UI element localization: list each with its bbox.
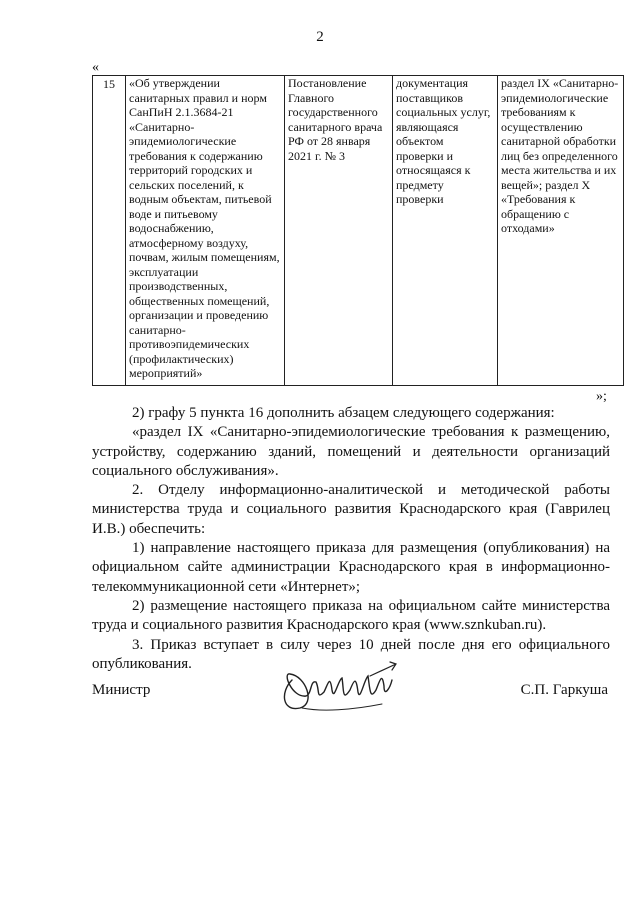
paragraph: 1) направление настоящего приказа для размещения (опубликования) на официальном сайте администрации Краснодарского края в информационно-телекоммуникационной сети «Интернет»; — [92, 540, 610, 595]
page-number: 2 — [316, 29, 324, 45]
table-row — [93, 76, 624, 386]
table-cell-number: 15 — [93, 76, 126, 386]
handwritten-signature — [272, 650, 402, 720]
table-cell-act-details: Постановление Главного государственного санитарного врача РФ от 28 января 2021 г. № 3 — [285, 76, 393, 386]
signature-name: С.П. Гаркуша — [520, 682, 608, 698]
paragraph: 3. Приказ вступает в силу через 10 дней после дня его официального опубликования. — [92, 636, 610, 672]
body-text — [92, 404, 610, 674]
document-table — [92, 75, 624, 386]
signature-title: Министр — [92, 682, 151, 698]
opening-quote: « — [92, 60, 99, 75]
table-cell-sections: раздел IX «Санитарно-эпидемиологические требованиям к осуществлению санитарной обработки лиц без определенного места жительства и их вещей»; раздел X «Требования к обращению с отходами» — [498, 76, 624, 386]
paragraph: 2) графу 5 пункта 16 дополнить абзацем следующего содержания: — [132, 405, 555, 421]
closing-quote: »; — [596, 389, 607, 404]
paragraph: «раздел IX «Санитарно-эпидемиологические требования к размещению, устройству, содержанию зданий, помещений и деятельности организаций социального обслуживания». — [92, 424, 610, 479]
paragraph: 2) размещение настоящего приказа на официальном сайте министерства труда и социального развития Краснодарского края (www.sznkuban.ru). — [92, 597, 610, 634]
table-cell-act-title: «Об утверждении санитарных правил и норм СанПиН 2.1.3684-21 «Санитарно-эпидемиологические требования к содержанию территорий городских и сельских поселений, к водным объектам, питьевой воде и питьевому водоснабжению, атмосферному воздуху, почвам, жилым помещениям, эксплуатации производственных, общественных помещений, организации и проведению санитарно-противоэпидемических (профилактических) мероприятий» — [126, 76, 285, 386]
paragraph: 2. Отделу информационно-аналитической и методической работы министерства труда и социального развития Краснодарского края (Гаврилец И.В.) обеспечить: — [92, 482, 610, 537]
table-cell-subject: документация поставщиков социальных услуг, являющаяся объектом проверки и относящаяся к предмету проверки — [393, 76, 498, 386]
